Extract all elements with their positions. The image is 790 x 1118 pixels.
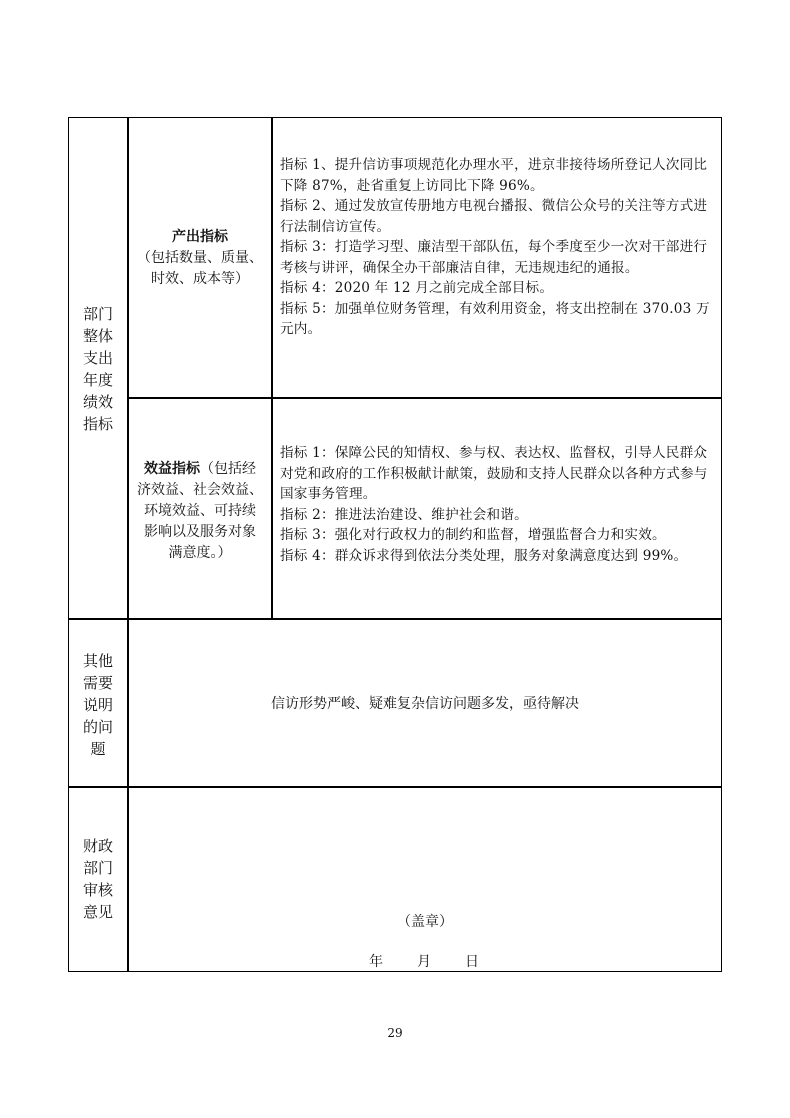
benefit-indicator-content xyxy=(280,443,714,566)
benefit-item-3: 指标 3：强化对行政权力的制约和监督，增强监督合力和实效。 xyxy=(280,527,666,543)
benefit-indicator-label xyxy=(131,459,269,564)
output-indicator-title: 产出指标 xyxy=(172,229,228,245)
benefit-indicator-desc-5: 满意度。） xyxy=(168,545,232,561)
row-divider-output-benefit xyxy=(127,397,722,399)
section-label-dept-performance: 部门 整体 支出 年度 绩效 指标 xyxy=(82,305,113,433)
section-label-other-issues: 其他 需要 说明 的问 题 xyxy=(82,652,113,758)
seal-text: （盖章） xyxy=(397,914,453,930)
output-indicator-content xyxy=(280,155,712,340)
benefit-indicator-desc-first: （包括经 xyxy=(200,461,256,477)
output-item-3: 指标 3：打造学习型、廉洁型干部队伍，每个季度至少一次对干部进行考核与讲评，确保全办干部廉洁自律，无违规违纪的通报。 xyxy=(280,239,708,276)
date-line: 年 月 日 xyxy=(369,954,481,970)
col-divider-2 xyxy=(271,117,273,619)
other-issues-text: 信访形势严峻、疑难复杂信访问题多发，亟待解决 xyxy=(271,696,579,712)
row-divider-other xyxy=(68,618,722,620)
output-indicator-label xyxy=(130,227,270,290)
page-number: 29 xyxy=(387,1026,403,1040)
benefit-indicator-title: 效益指标 xyxy=(144,461,200,477)
benefit-item-2: 指标 2：推进法治建设、维护社会和谐。 xyxy=(280,506,528,523)
output-indicator-desc-1: （包括数量、质量、 xyxy=(137,250,263,266)
section-label-finance-review: 财政 部门 审核 意见 xyxy=(82,837,113,921)
benefit-indicator-desc-2: 济效益、社会效益、 xyxy=(137,482,263,498)
benefit-indicator-desc-3: 环境效益、可持续 xyxy=(144,503,256,519)
benefit-indicator-desc-4: 影响以及服务对象 xyxy=(144,524,256,540)
benefit-item-1: 指标 1：保障公民的知情权、参与权、表达权、监督权，引导人民群众对党和政府的工作积极献计献策，鼓励和支持人民群众以各种方式参与国家事务管理。 xyxy=(280,445,708,502)
output-item-5: 指标 5：加强单位财务管理，有效利用资金，将支出控制在 370.03 万元内。 xyxy=(280,300,710,337)
output-item-4: 指标 4：2020 年 12 月之前完成全部目标。 xyxy=(280,280,554,296)
benefit-item-4: 指标 4：群众诉求得到依法分类处理，服务对象满意度达到 99%。 xyxy=(280,547,688,564)
output-item-2: 指标 2、通过发放宣传册地方电视台播报、微信公众号的关注等方式进行法制信访宣传。 xyxy=(280,198,708,235)
col-divider-1 xyxy=(127,117,129,972)
row-divider-finance xyxy=(68,786,722,788)
output-item-1: 指标 1、提升信访事项规范化办理水平，进京非接待场所登记人次同比下降 87%，赴省重复上访同比下降 96%。 xyxy=(280,157,708,194)
output-indicator-desc-2: 时效、成本等） xyxy=(151,271,249,287)
